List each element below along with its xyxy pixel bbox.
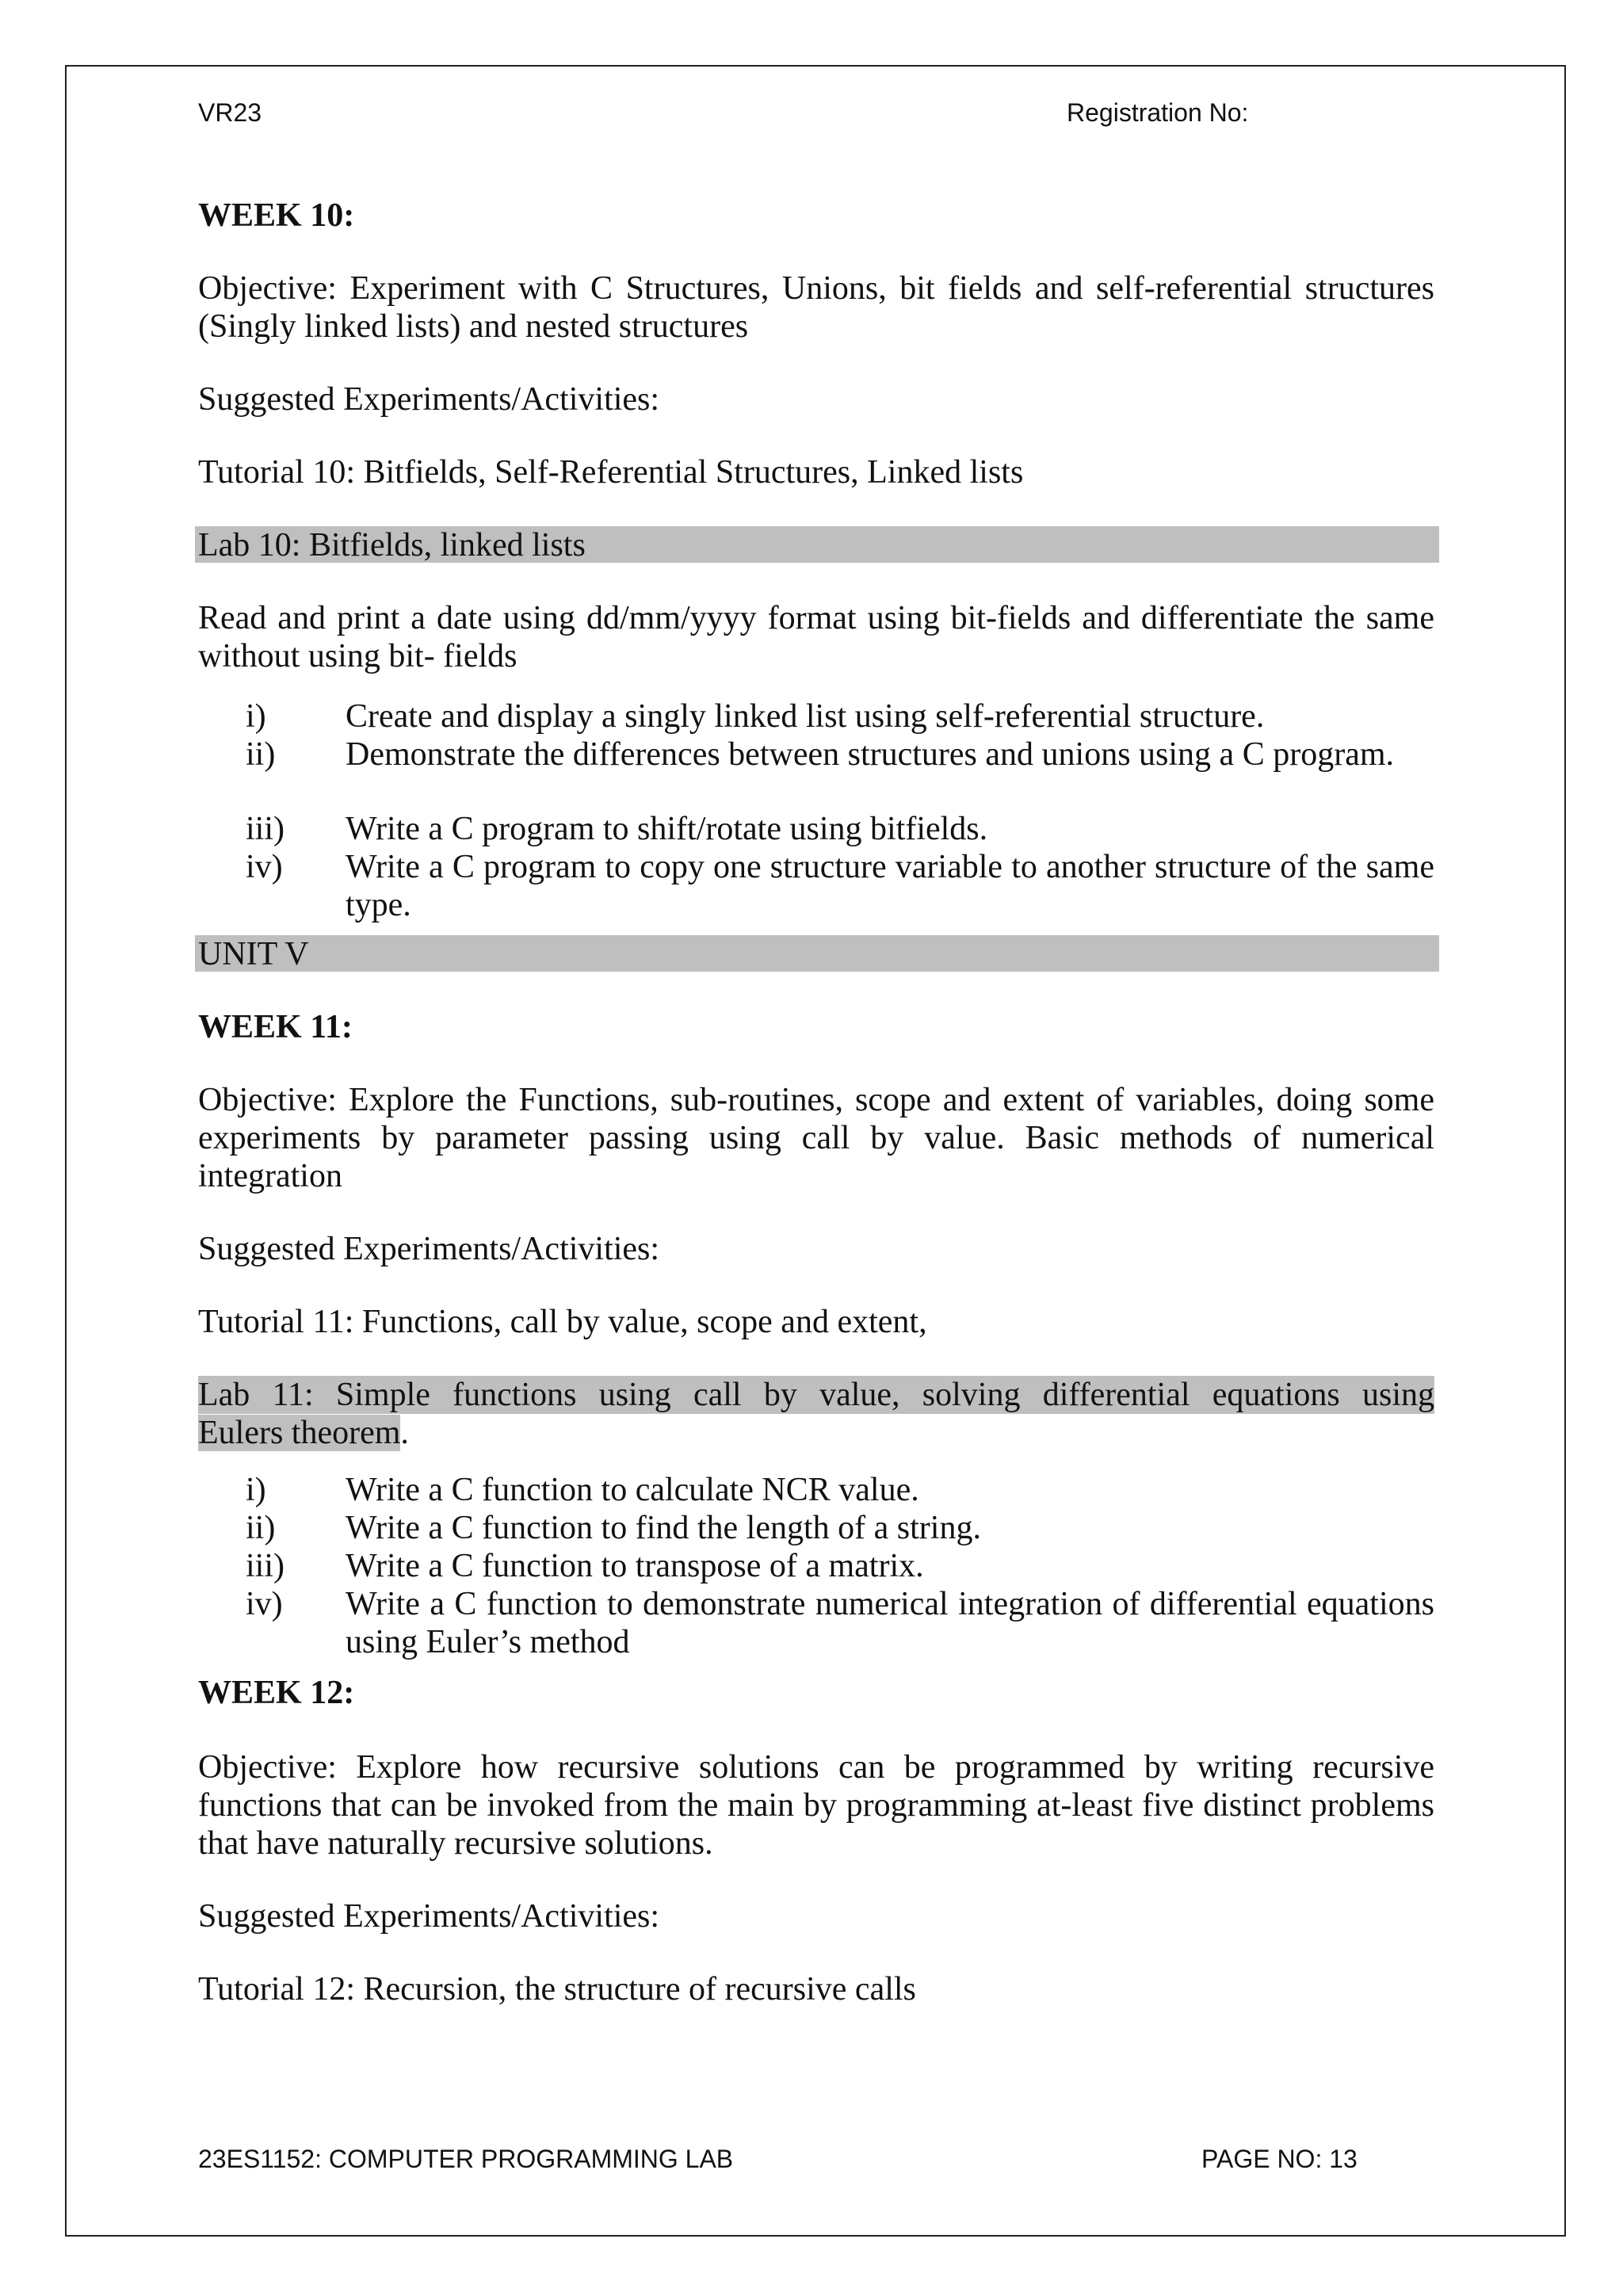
week11-lab-line2-wrap [198, 1414, 1434, 1452]
list-item-number: iii) [246, 811, 285, 847]
list-item-number: iv) [246, 1586, 283, 1622]
list-item-text: Write a C function to demonstrate numerical integration of differential equations using Euler’s method [346, 1586, 1434, 1660]
list-item-text: Write a C program to copy one structure variable to another structure of the same type. [346, 849, 1434, 923]
list-item-text: Write a C program to shift/rotate using bitfields. [346, 811, 988, 847]
week10-tutorial: Tutorial 10: Bitfields, Self-Referential Structures, Linked lists [198, 454, 1024, 491]
week10-lab: Lab 10: Bitfields, linked lists [198, 527, 586, 563]
week11-lab [198, 1376, 1434, 1452]
week12-heading: WEEK 12: [198, 1675, 355, 1711]
week10-intro: Read and print a date using dd/mm/yyyy format using bit-fields and differentiate the same without using bit- fields [198, 600, 1434, 674]
unit-title: UNIT V [198, 936, 309, 972]
week10-heading: WEEK 10: [198, 197, 355, 234]
list-item-number: ii) [246, 736, 276, 773]
list-item-number: i) [246, 698, 266, 735]
week11-lab-line2: Eulers theorem [198, 1415, 401, 1451]
list-item-text: Write a C function to calculate NCR value. [346, 1472, 919, 1508]
week10-suggested: Suggested Experiments/Activities: [198, 381, 660, 418]
week11-objective: Objective: Explore the Functions, sub-routines, scope and extent of variables, doing some experiments by parameter passing using call by value. Basic methods of numerical integration [198, 1082, 1434, 1194]
header-registration: Registration No: [1067, 98, 1249, 127]
week10-objective: Objective: Experiment with C Structures, Unions, bit fields and self-referential structures (Singly linked lists) and nested structures [198, 270, 1434, 345]
week12-tutorial: Tutorial 12: Recursion, the structure of recursive calls [198, 1971, 916, 2008]
list-item-text: Create and display a singly linked list using self-referential structure. [346, 698, 1265, 735]
header-left: VR23 [198, 98, 262, 127]
week11-lab-line1: Lab 11: Simple functions using call by value, solving differential equations using [198, 1377, 1434, 1413]
footer-page-number: PAGE NO: 13 [1201, 2145, 1358, 2173]
list-item-number: iii) [246, 1548, 285, 1584]
week11-tutorial: Tutorial 11: Functions, call by value, scope and extent, [198, 1304, 927, 1340]
list-item-text: Demonstrate the differences between structures and unions using a C program. [346, 736, 1394, 773]
list-item-number: i) [246, 1472, 266, 1508]
list-item-number: iv) [246, 849, 283, 885]
list-item-text: Write a C function to find the length of a string. [346, 1510, 981, 1546]
week11-suggested: Suggested Experiments/Activities: [198, 1231, 660, 1267]
footer-course: 23ES1152: COMPUTER PROGRAMMING LAB [198, 2145, 734, 2173]
week11-heading: WEEK 11: [198, 1009, 353, 1045]
week11-lab-period: . [400, 1415, 409, 1451]
week12-suggested: Suggested Experiments/Activities: [198, 1898, 660, 1935]
week12-objective: Objective: Explore how recursive solutions can be programmed by writing recursive functions that can be invoked from the main by programming at-least five distinct problems that have naturally recursive solutions. [198, 1749, 1434, 1862]
list-item-text: Write a C function to transpose of a matrix. [346, 1548, 924, 1584]
list-item-number: ii) [246, 1510, 276, 1546]
